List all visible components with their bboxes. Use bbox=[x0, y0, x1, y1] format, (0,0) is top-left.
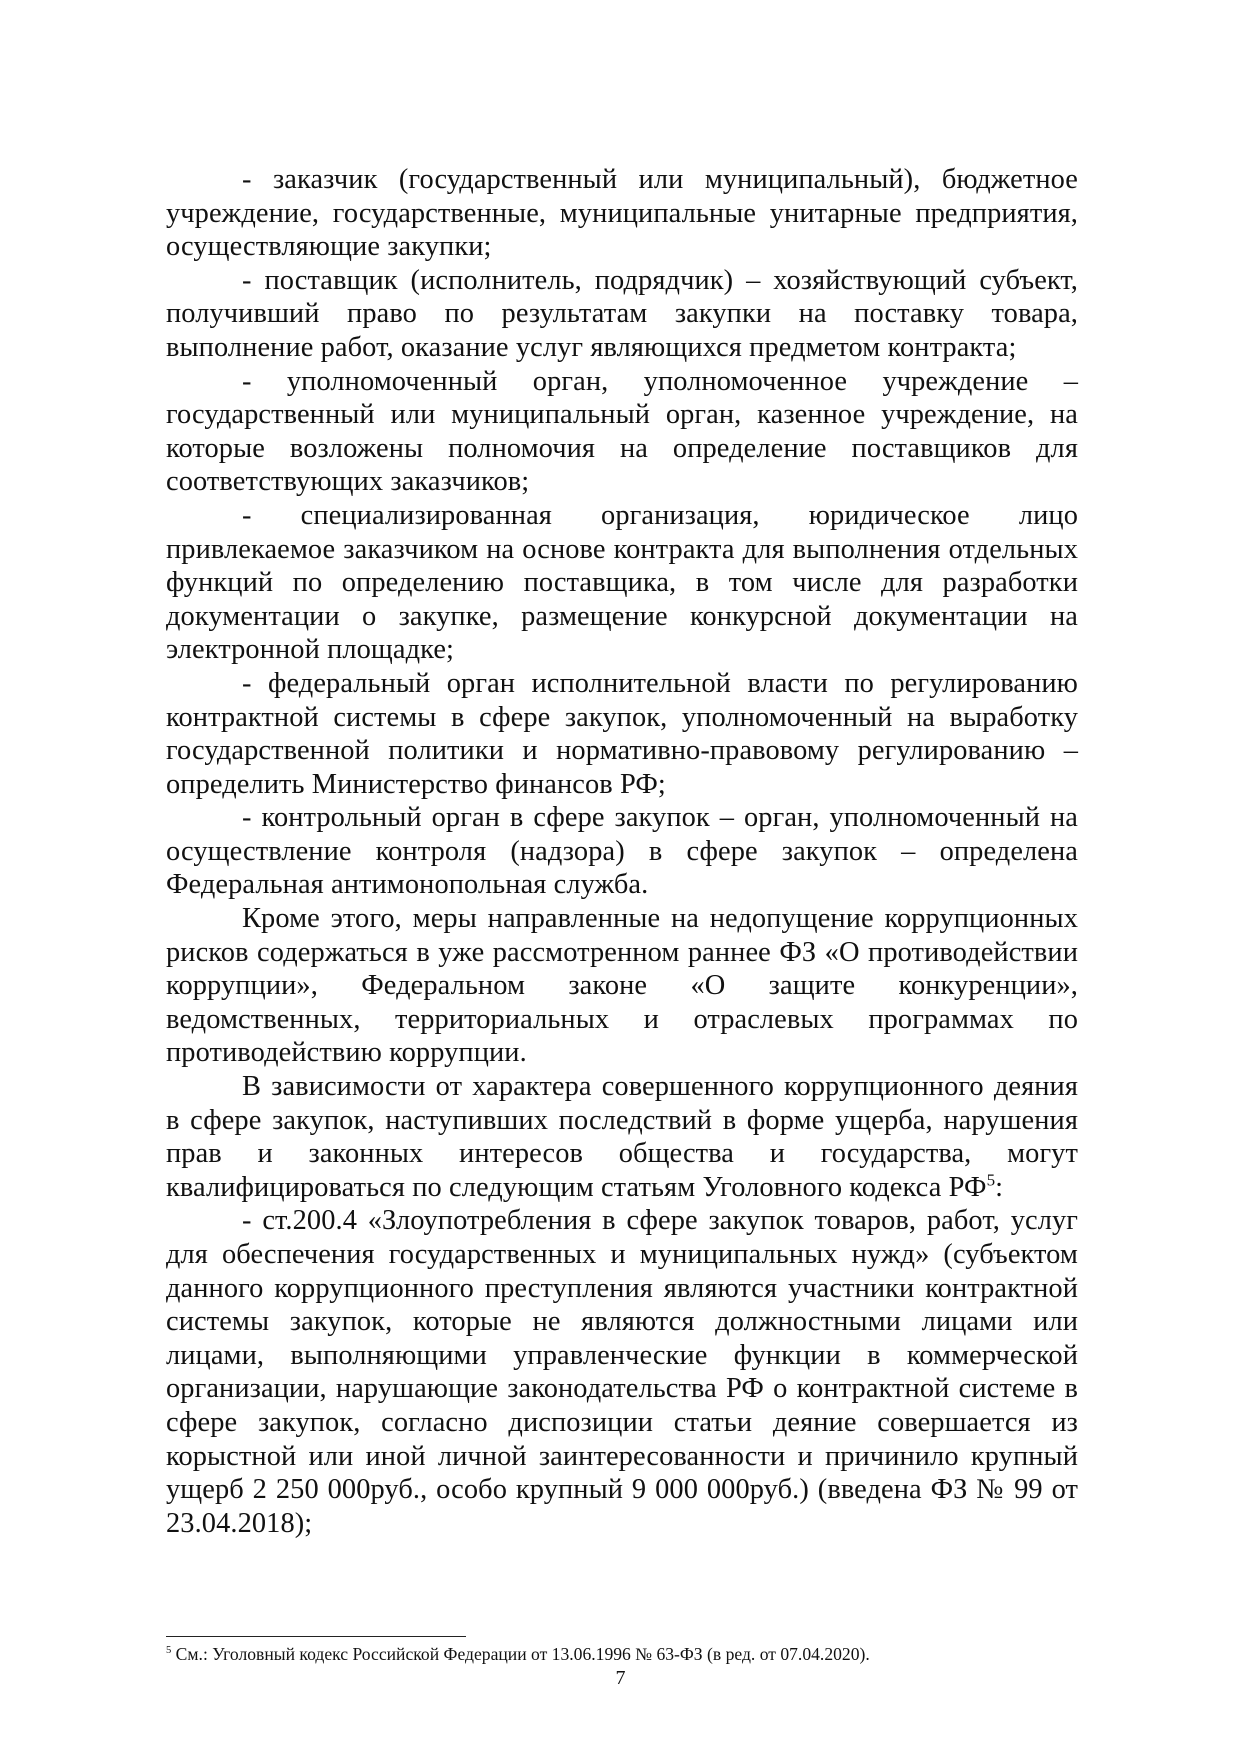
paragraph-federal-executive-body: - федеральный орган исполнительной власти по регулированию контрактной системы в сфере закупок, уполномоченный на выработку государственной политики и нормативно-правовому регулированию – определить Министерство финансов РФ; bbox=[166, 667, 1078, 800]
footnote bbox=[166, 1643, 1086, 1665]
page-number: 7 bbox=[615, 1667, 626, 1689]
footnote-text: См.: Уголовный кодекс Российской Федерации от 13.06.1996 № 63-ФЗ (в ред. от 07.04.2020). bbox=[171, 1644, 870, 1664]
paragraph-criminal-code-tail: : bbox=[995, 1171, 1004, 1203]
paragraph-authorized-body: - уполномоченный орган, уполномоченное учреждение – государственный или муниципальный орган, казенное учреждение, на которые возложены полномочия на определение поставщиков для соответствующих заказчиков; bbox=[166, 365, 1078, 498]
paragraph-article-200-4: - ст.200.4 «Злоупотребления в сфере закупок товаров, работ, услуг для обеспечения государственных и муниципальных нужд» (субъектом данного коррупционного преступления являются участники контрактной системы закупок, которые не являются должностными лицами или лицами, выполняющими управленческие функции в коммерческой организации, нарушающие законодательства РФ о контрактной системе в сфере закупок, согласно диспозиции статьи деяние совершается из корыстной или иной личной заинтересованности и причинило крупный ущерб 2 250 000руб., особо крупный 9 000 000руб.) (введена ФЗ № 99 от 23.04.2018); bbox=[166, 1205, 1078, 1539]
paragraph-control-body: - контрольный орган в сфере закупок – орган, уполномоченный на осуществление контроля (надзора) в сфере закупок – определена Федеральная антимонопольная служба. bbox=[166, 802, 1078, 901]
paragraph-specialized-organization: - специализированная организация, юридическое лицо привлекаемое заказчиком на основе контракта для выполнения отдельных функций по определению поставщика, в том числе для разработки документации о закупке, размещение конкурсной документации на электронной площадке; bbox=[166, 499, 1078, 666]
paragraph-criminal-code-intro bbox=[166, 1070, 1078, 1204]
paragraph-supplier: - поставщик (исполнитель, подрядчик) – хозяйствующий субъект, получивший право по результатам закупки на поставку товара, выполнение работ, оказание услуг являющихся предметом контракта; bbox=[166, 264, 1078, 363]
footnote-reference[interactable]: 5 bbox=[986, 1170, 996, 1190]
paragraph-customer: - заказчик (государственный или муниципальный), бюджетное учреждение, государственные, муниципальные унитарные предприятия, осуществляющие закупки; bbox=[166, 164, 1078, 263]
paragraph-criminal-code-text: В зависимости от характера совершенного коррупционного деяния в сфере закупок, наступивших последствий в форме ущерба, нарушения прав и законных интересов общества и государства, могут квалифицироваться по следующим статьям Уголовного кодекса РФ bbox=[166, 1071, 1078, 1203]
footnote-separator bbox=[166, 1636, 466, 1637]
paragraph-anticorruption-measures: Кроме этого, меры направленные на недопущение коррупционных рисков содержаться в уже рассмотренном раннее ФЗ «О противодействии коррупции», Федеральном законе «О защите конкуренции», ведомственных, территориальных и отраслевых программах по противодействию коррупции. bbox=[166, 903, 1078, 1069]
body-text bbox=[166, 163, 1078, 1540]
footnote-marker: 5 bbox=[166, 1645, 172, 1657]
